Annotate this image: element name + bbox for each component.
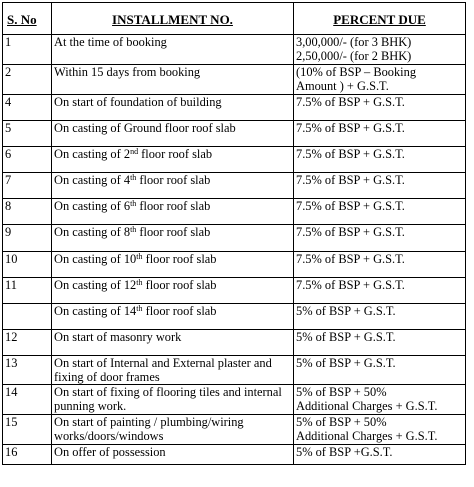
table-row <box>3 121 466 147</box>
percent-due-line: 5% of BSP + G.S.T. <box>296 330 396 344</box>
payment-schedule-table <box>2 2 466 465</box>
percent-due-line: (10% of BSP – Booking <box>296 65 417 79</box>
row-installment <box>52 330 294 356</box>
installment-text: On casting of 14 <box>54 304 137 318</box>
row-percent-due <box>294 199 466 225</box>
row-installment <box>52 199 294 225</box>
row-installment <box>52 95 294 121</box>
installment-text-tail: floor roof slab <box>136 225 211 239</box>
row-percent-due <box>294 278 466 304</box>
row-sno: 11 <box>3 278 52 304</box>
table-body <box>3 35 466 465</box>
row-percent-due <box>294 225 466 252</box>
ordinal-suffix: th <box>136 278 143 287</box>
installment-text: On casting of Ground floor roof slab <box>54 121 236 135</box>
row-installment <box>52 65 294 95</box>
ordinal-suffix: nd <box>130 147 139 156</box>
row-sno: 12 <box>3 330 52 356</box>
row-percent-due <box>294 415 466 445</box>
row-sno: 9 <box>3 225 52 252</box>
percent-due-line: Amount ) + G.S.T. <box>296 79 389 93</box>
installment-text: On offer of possession <box>54 445 166 459</box>
header-sno: S. No <box>3 3 52 35</box>
row-sno: 5 <box>3 121 52 147</box>
row-installment <box>52 278 294 304</box>
row-percent-due <box>294 173 466 199</box>
row-installment <box>52 445 294 465</box>
row-installment <box>52 415 294 445</box>
row-sno: 1 <box>3 35 52 65</box>
row-percent-due <box>294 121 466 147</box>
row-sno: 14 <box>3 385 52 415</box>
installment-text: On casting of 12 <box>54 278 137 292</box>
row-percent-due <box>294 35 466 65</box>
percent-due-line: 5% of BSP + 50% <box>296 415 387 429</box>
installment-text-tail: floor roof slab <box>142 278 217 292</box>
row-sno: 8 <box>3 199 52 225</box>
installment-text-tail: floor roof slab <box>136 173 211 187</box>
table-row <box>3 330 466 356</box>
percent-due-line: Additional Charges + G.S.T. <box>296 399 438 413</box>
installment-text-tail: floor roof slab <box>142 304 217 318</box>
row-percent-due <box>294 65 466 95</box>
percent-due-line: 5% of BSP + 50% <box>296 385 387 399</box>
installment-text: On casting of 4 <box>54 173 131 187</box>
ordinal-suffix: th <box>136 304 143 313</box>
row-installment <box>52 252 294 278</box>
table-row <box>3 173 466 199</box>
percent-due-line: 7.5% of BSP + G.S.T. <box>296 95 405 109</box>
row-percent-due <box>294 304 466 330</box>
row-sno: 4 <box>3 95 52 121</box>
percent-due-line: 7.5% of BSP + G.S.T. <box>296 199 405 213</box>
installment-text-tail: floor roof slab <box>138 147 213 161</box>
percent-due-line: 7.5% of BSP + G.S.T. <box>296 278 405 292</box>
table-row <box>3 356 466 385</box>
row-sno: 13 <box>3 356 52 385</box>
installment-text: At the time of booking <box>54 35 167 49</box>
row-percent-due <box>294 95 466 121</box>
row-sno: 16 <box>3 445 52 465</box>
table-row <box>3 252 466 278</box>
header-percent-due: PERCENT DUE <box>294 3 466 35</box>
row-percent-due <box>294 445 466 465</box>
row-percent-due <box>294 147 466 173</box>
row-sno: 2 <box>3 65 52 95</box>
row-installment <box>52 147 294 173</box>
installment-text: On casting of 2 <box>54 147 131 161</box>
table-row <box>3 304 466 330</box>
row-installment <box>52 356 294 385</box>
percent-due-line: 5% of BSP + G.S.T. <box>296 356 396 370</box>
table-row <box>3 65 466 95</box>
table-row <box>3 35 466 65</box>
row-sno: 7 <box>3 173 52 199</box>
row-installment <box>52 225 294 252</box>
percent-due-line: 7.5% of BSP + G.S.T. <box>296 121 405 135</box>
installment-text: On casting of 10 <box>54 252 137 266</box>
header-installment: INSTALLMENT NO. <box>52 3 294 35</box>
installment-text: On start of masonry work <box>54 330 182 344</box>
row-installment <box>52 35 294 65</box>
percent-due-line: Additional Charges + G.S.T. <box>296 429 438 443</box>
percent-due-line: 2,50,000/- (for 2 BHK) <box>296 49 412 63</box>
installment-text-tail: floor roof slab <box>142 252 217 266</box>
table-row <box>3 415 466 445</box>
installment-text: On start of painting / plumbing/wiring works/doors/windows <box>54 415 244 443</box>
row-sno: 6 <box>3 147 52 173</box>
table-header-row <box>3 3 466 35</box>
ordinal-suffix: th <box>130 199 137 208</box>
percent-due-line: 7.5% of BSP + G.S.T. <box>296 225 405 239</box>
row-percent-due <box>294 330 466 356</box>
installment-text: On start of foundation of building <box>54 95 222 109</box>
percent-due-line: 7.5% of BSP + G.S.T. <box>296 252 405 266</box>
percent-due-line: 5% of BSP +G.S.T. <box>296 445 393 459</box>
row-sno: 15 <box>3 415 52 445</box>
installment-text-tail: floor roof slab <box>136 199 211 213</box>
row-installment <box>52 385 294 415</box>
installment-text: On start of Internal and External plaster and fixing of door frames <box>54 356 272 384</box>
ordinal-suffix: th <box>136 252 143 261</box>
installment-text: On casting of 8 <box>54 225 131 239</box>
row-sno: 10 <box>3 252 52 278</box>
table-row <box>3 445 466 465</box>
ordinal-suffix: th <box>130 173 137 182</box>
table-row <box>3 199 466 225</box>
row-percent-due <box>294 356 466 385</box>
percent-due-line: 7.5% of BSP + G.S.T. <box>296 173 405 187</box>
row-installment <box>52 121 294 147</box>
table-row <box>3 225 466 252</box>
row-percent-due <box>294 252 466 278</box>
table-row <box>3 95 466 121</box>
installment-text: Within 15 days from booking <box>54 65 201 79</box>
table-row <box>3 385 466 415</box>
ordinal-suffix: th <box>130 225 137 234</box>
table-row <box>3 147 466 173</box>
percent-due-line: 7.5% of BSP + G.S.T. <box>296 147 405 161</box>
row-percent-due <box>294 385 466 415</box>
row-installment <box>52 173 294 199</box>
table-row <box>3 278 466 304</box>
installment-text: On casting of 6 <box>54 199 131 213</box>
installment-text: On start of fixing of flooring tiles and internal punning work. <box>54 385 282 413</box>
row-installment <box>52 304 294 330</box>
percent-due-line: 5% of BSP + G.S.T. <box>296 304 396 318</box>
percent-due-line: 3,00,000/- (for 3 BHK) <box>296 35 412 49</box>
row-sno <box>3 304 52 330</box>
